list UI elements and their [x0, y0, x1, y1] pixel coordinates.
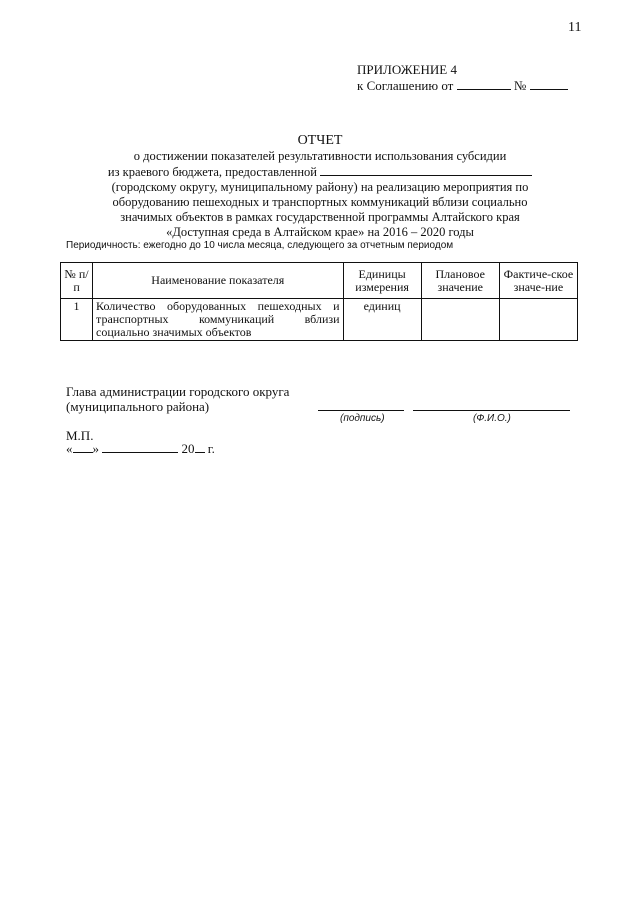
col-header-planned: Плановое значение [421, 263, 499, 299]
signature-line [318, 410, 404, 411]
full-name-caption: (Ф.И.О.) [473, 413, 511, 424]
report-desc-line [80, 164, 560, 180]
head-title-line1: Глава администрации городского округа [66, 384, 290, 399]
report-description [80, 149, 560, 240]
day-blank [73, 441, 93, 453]
signature-caption: (подпись) [340, 413, 385, 424]
stamp-place: М.П. [66, 428, 94, 443]
month-blank [102, 441, 178, 453]
cell-number: 1 [61, 299, 93, 341]
table-header-row [61, 263, 578, 299]
report-desc-line: значимых объектов в рамках государственной программы Алтайского края [120, 210, 520, 224]
year-suffix: г. [207, 441, 215, 456]
report-desc-line: (городскому округу, муниципальному району) на реализацию мероприятия по [111, 180, 529, 194]
annex-ref-prefix: к Соглашению от [357, 78, 454, 93]
cell-planned [421, 299, 499, 341]
date-line [66, 441, 215, 457]
recipient-blank [320, 164, 532, 176]
report-desc-text: из краевого бюджета, предоставленной [107, 165, 317, 179]
indicators-table [60, 262, 578, 341]
annex-ref-no: № [513, 78, 527, 93]
report-desc-line: оборудованию пешеходных и транспортных коммуникаций вблизи социально [112, 195, 528, 209]
year-blank [195, 441, 205, 453]
year-prefix: 20 [181, 441, 195, 456]
report-desc-line: «Доступная среда в Алтайском крае» на 2016 – 2020 годы [166, 225, 474, 239]
date-close-quote: » [92, 441, 99, 456]
annex-reference [357, 78, 568, 93]
col-header-unit: Единицы измерения [343, 263, 421, 299]
head-of-administration [66, 384, 289, 414]
col-header-actual: Фактиче-ское значе-ние [499, 263, 577, 299]
cell-indicator: Количество оборудованных пешеходных и транспортных коммуникаций вблизи социально значимых объектов [93, 299, 343, 341]
cell-actual [499, 299, 577, 341]
head-title-line2: (муниципального района) [66, 399, 210, 414]
cell-unit: единиц [343, 299, 421, 341]
agreement-date-blank [457, 78, 511, 90]
annex-title: ПРИЛОЖЕНИЕ 4 [357, 62, 457, 77]
agreement-number-blank [530, 78, 568, 90]
col-header-number: № п/п [61, 263, 93, 299]
full-name-line [413, 410, 570, 411]
col-header-indicator: Наименование показателя [93, 263, 343, 299]
periodicity-note: Периодичность: ежегодно до 10 числа месяца, следующего за отчетным периодом [66, 240, 454, 251]
date-open-quote: « [66, 441, 73, 456]
report-title: ОТЧЕТ [297, 133, 343, 148]
report-desc-line: о достижении показателей результативности использования субсидии [133, 149, 507, 163]
page-number: 11 [568, 20, 582, 35]
table-row [61, 299, 578, 341]
